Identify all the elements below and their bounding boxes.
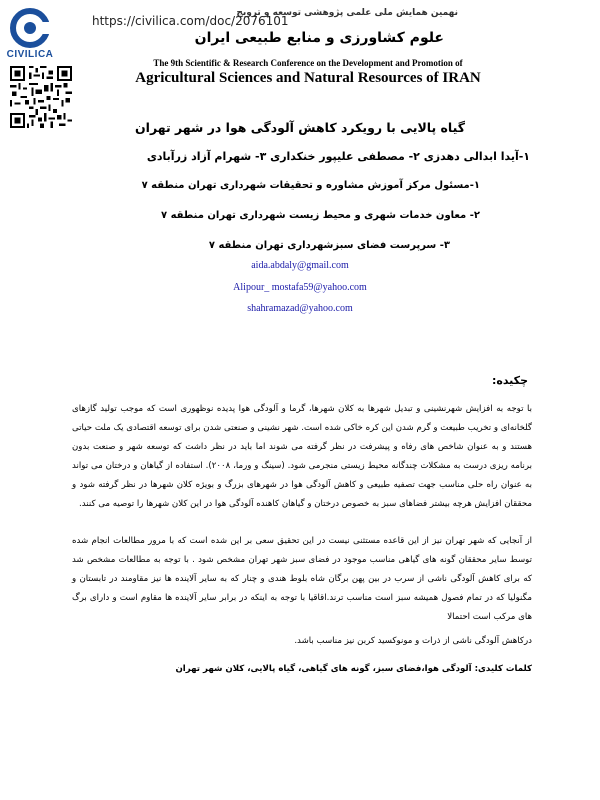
logo-text: CIVILICA [6,49,54,60]
abstract-heading: چکیده: [491,374,528,387]
civilica-logo [6,8,54,60]
affiliation-2: ۲- معاون خدمات شهری و محیط زیست شهرداری تهران منطقه ۷ [161,210,480,221]
conference-title-en-line2: Agricultural Sciences and Natural Resources of IRAN [135,70,481,86]
doc-url[interactable]: https://civilica.com/doc/2076101 [92,14,289,28]
abstract-paragraph-1: با توجه به افزایش شهرنشینی و تبدیل شهرها به کلان شهرها، گرما و آلودگی هوا پدیده نوظهوری است که موجب تولید گازهای گلخانه‌ای و تخریب طبیعت و گرم شدن این کره خاکی شده است. شهر نشینی و صنعتی شدن برای توسعه اقتصادی یک ملت حیاتی هستند و به عنوان شاخص های رفاه و پیشرفت در نظر گرفته می شوند اما باید در نظر داشت که توسعه شهر و صنعت بدون برنامه ریزی درست به مشکلات چندگانه محیط زیستی منجرمی شود. (سینگ و ورما، ۲۰۰۸). استفاده از گیاهان و درختان می تواند به عنوان راه حلی مناسب جهت تصفیه طبیعی و کاهش آلودگی هوا در شهرهای بزرگ و بویژه کلان شهرها در نظر گرفته شود و محققان افزایش هرچه بیشتر فضاهای سبز به خصوص درختان و گیاهان کاهنده آلودگی هوا در این کلان شهرها را توصیه می کنند. [72,404,532,509]
qr-code-icon [10,66,72,128]
conference-title-fa-line1: نهمین همایش ملی علمی پژوهشی توسعه و ترویج [236,8,458,18]
conference-title-en-line1: The 9th Scientific & Research Conference on the Development and Promotion of [153,58,463,68]
author-list: ۱-آیدا ابدالی دهدزی ۲- مصطفی علیپور خنکداری ۳- شهرام آزاد زرآبادی [146,150,530,163]
affiliation-1: ۱-مسئول مرکز آموزش مشاوره و تحقیقات شهرداری تهران منطقه ۷ [141,180,480,191]
paper-title: گیاه پالایی با رویکرد کاهش آلودگی هوا در شهر تهران [135,120,465,135]
affiliation-3: ۳- سرپرست فضای سبزشهرداری تهران منطقه ۷ [208,240,450,251]
civilica-c-icon [10,8,50,48]
email-3[interactable]: shahramazad@yahoo.com [247,303,353,314]
email-1[interactable]: aida.abdaly@gmail.com [251,260,349,271]
abstract-paragraph-3: درکاهش آلودگی ناشی از ذرات و مونوکسید کربن نیز مناسب باشد. [294,636,532,646]
conference-title-fa-line2: علوم کشاورزی و منابع طبیعی ایران [194,30,444,46]
abstract-paragraph-2: از آنجایی که شهر تهران نیز از این قاعده مستثنی نیست در این تحقیق سعی بر این شده است که با مرور مطالعات انجام شده توسط سایر محققان گونه های گیاهی مناسب موجود در فضای سبز شهر تهران مشخص شود . با توجه به مطالعات مشخص شد که برای کاهش آلودگی ناشی از سرب در بین پهن برگان شاه بلوط هندی و چنار که به سایر آلاینده ها نیز مقاومند در تابستان و مگنولیا که در تمام فصول همیشه سبز است مناسب ترند.اقاقیا با توجه به اینکه در برابر سایر آلاینده ها مقاوم است و دارای برگ های مرکب است احتمالا [72,536,532,622]
email-2[interactable]: Alipour_ mostafa59@yahoo.com [233,282,367,293]
keywords: کلمات کلیدی: آلودگی هوا،فضای سبز، گونه های گیاهی، گیاه پالایی، کلان شهر تهران [175,664,532,674]
